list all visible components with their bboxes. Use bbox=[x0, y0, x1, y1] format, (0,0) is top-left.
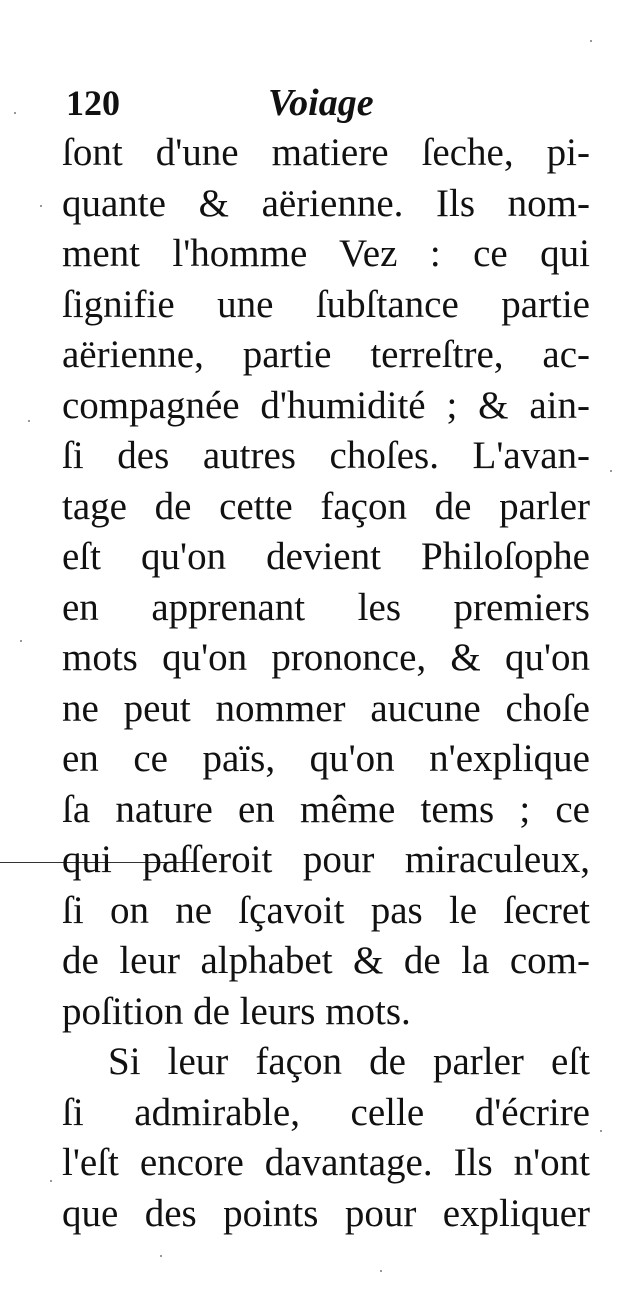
paper-speck bbox=[380, 1270, 382, 1272]
text-line: mots qu'on prononce, & qu'on bbox=[62, 636, 590, 679]
text-line: quante & aërienne. Ils nom- bbox=[62, 181, 590, 225]
text-line: qui paſſeroit pour miraculeux, bbox=[62, 838, 590, 881]
text-line: en apprenant les premiers bbox=[62, 585, 590, 629]
paper-speck bbox=[590, 40, 592, 42]
text-line: ſont d'une matiere ſeche, pi- bbox=[62, 131, 590, 174]
text-line: eſt qu'on devient Philoſophe bbox=[62, 535, 590, 578]
text-line: ſi des autres choſes. L'avan- bbox=[62, 434, 590, 477]
page-number: 120 bbox=[66, 83, 120, 123]
paper-speck bbox=[160, 1255, 162, 1257]
body-text bbox=[62, 128, 590, 1239]
paper-speck bbox=[28, 420, 30, 422]
text-line: l'eſt encore davantage. Ils n'ont bbox=[62, 1141, 590, 1184]
text-line: ſignifie une ſubſtance partie bbox=[62, 282, 590, 326]
paper-speck bbox=[14, 112, 16, 114]
page-header bbox=[66, 78, 586, 128]
text-line: que des points pour expliquer bbox=[62, 1191, 590, 1235]
text-line: ſi admirable, celle d'écrire bbox=[62, 1090, 590, 1134]
paragraph-1 bbox=[62, 128, 590, 1037]
text-line: compagnée d'humidité ; & ain- bbox=[62, 383, 590, 427]
text-line: de leur alphabet & de la com- bbox=[62, 939, 590, 982]
text-line: poſition de leurs mots. bbox=[62, 989, 411, 1033]
text-line: Si leur façon de parler eſt bbox=[108, 1040, 590, 1083]
text-line: ment l'homme Vez : ce qui bbox=[62, 232, 590, 275]
paper-speck bbox=[50, 1180, 52, 1182]
paragraph-2 bbox=[62, 1037, 590, 1239]
text-line: ſa nature en même tems ; ce bbox=[62, 787, 590, 831]
text-line: tage de cette façon de parler bbox=[62, 484, 590, 528]
running-head: Voiage bbox=[268, 82, 374, 124]
text-line: ne peut nommer aucune choſe bbox=[62, 686, 590, 730]
paper-speck bbox=[40, 205, 42, 207]
paper-speck bbox=[20, 640, 22, 642]
text-line: aërienne, partie terreſtre, ac- bbox=[62, 333, 590, 376]
paper-speck bbox=[600, 1130, 602, 1132]
text-line: ſi on ne ſçavoit pas le ſecret bbox=[62, 888, 590, 932]
paper-speck bbox=[610, 470, 612, 472]
text-line: en ce païs, qu'on n'explique bbox=[62, 737, 590, 780]
